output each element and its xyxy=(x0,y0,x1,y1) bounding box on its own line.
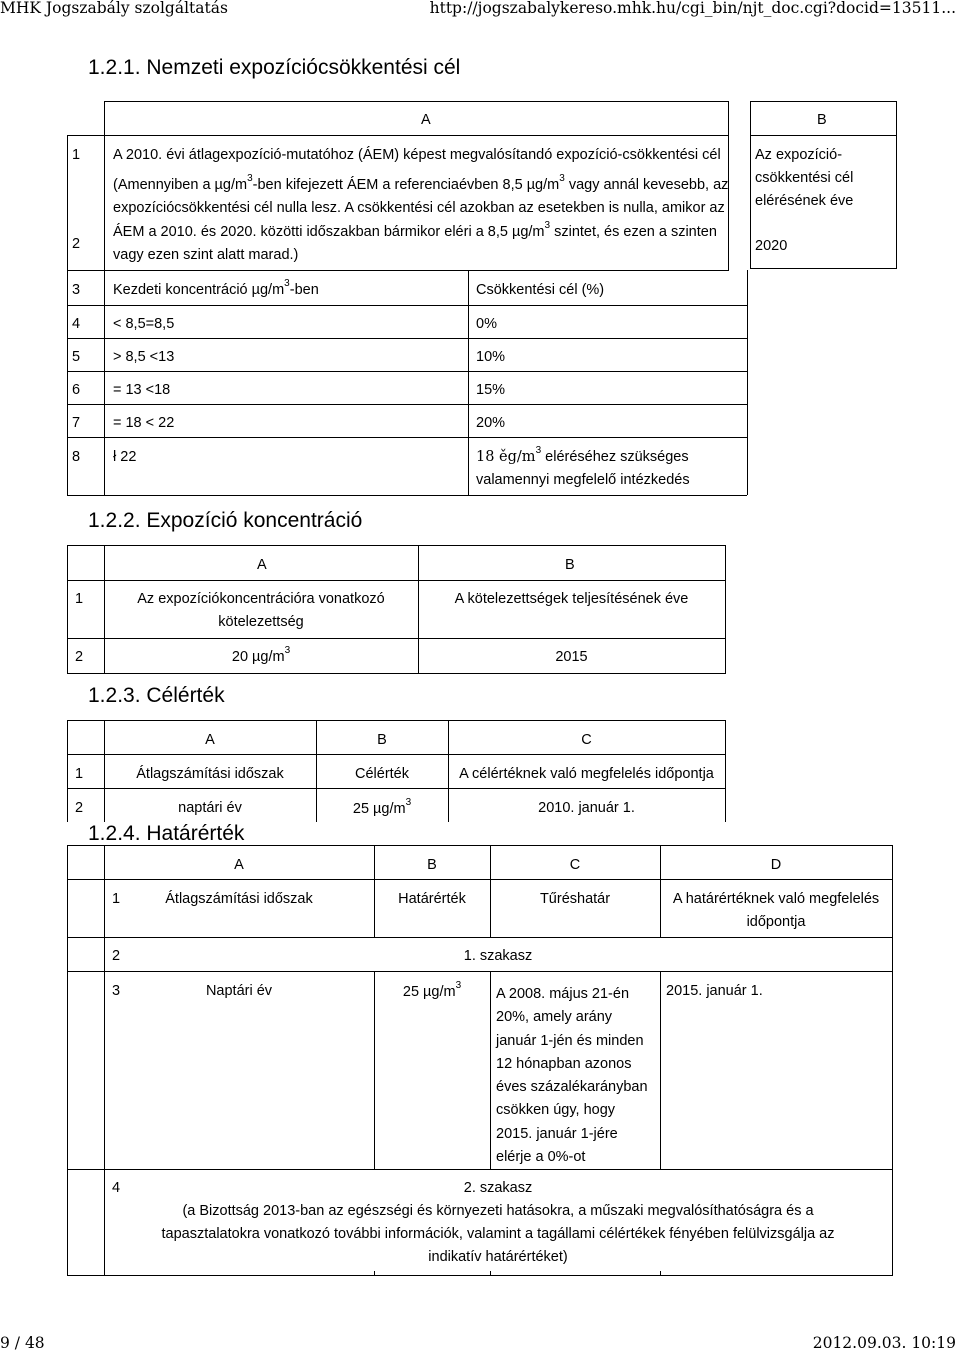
column-b-title-line2: csökkentési cél xyxy=(755,170,854,186)
concentration-range: > 8,5 <13 xyxy=(113,349,175,365)
row-number: 1 xyxy=(72,147,81,163)
averaging-period: naptári év xyxy=(178,800,242,816)
compliance-date-header-line2: időpontja xyxy=(746,914,806,930)
column-header-b: B xyxy=(377,732,387,748)
column-b-title-line3: elérésének éve xyxy=(755,193,854,209)
compliance-date: 2015. január 1. xyxy=(666,983,763,999)
compliance-date-header-line1: A határértéknek való megfelelés xyxy=(672,891,880,907)
row-number: 3 xyxy=(112,983,121,999)
column-header-c: C xyxy=(569,857,581,873)
column-header-b: B xyxy=(817,112,827,128)
reduction-percent: 10% xyxy=(476,349,506,365)
row-2-line1: (Amennyiben a $\mu g/m^3$-ben kifejezett ÁEM a referenciaévben 8,5 $\mu g/m^3$ vagy annál kevesebb, az xyxy=(113,173,729,193)
row-number: 1 xyxy=(112,891,121,907)
row-number: 2 xyxy=(112,948,121,964)
stage-1-label: 1. szakasz xyxy=(463,948,533,964)
section-title-1-2-1: 1.2.1. Nemzeti expozíciócsökkentési cél xyxy=(88,56,461,79)
row-2-line3: ÁEM a 2010. és 2020. közötti időszakban bármikor eléri a 8,5 $\mu g/m^3$ szintet, és ezen a szinten xyxy=(113,220,717,240)
column-header-a: A xyxy=(257,557,267,573)
compliance-date: 2010. január 1. xyxy=(538,800,635,816)
reduction-percent: 0% xyxy=(476,316,497,332)
obligation-header-line1: Az expozíciókoncentrációra vonatkozó xyxy=(137,591,385,607)
row-number: 2 xyxy=(72,236,81,252)
row-number: 6 xyxy=(72,382,81,398)
target-value: 25 $\mu g/m^3$ xyxy=(352,797,412,817)
page-number: 9 / 48 xyxy=(0,1334,45,1352)
row-2-line4: vagy ezen szint alatt marad.) xyxy=(113,247,299,263)
deadline-header: A kötelezettségek teljesítésének éve xyxy=(454,591,689,607)
row-number: 2 xyxy=(75,649,84,665)
row-1-description: A 2010. évi átlagexpozíció-mutatóhoz (ÁEM) képest megvalósítandó expozíció-csökkentési cél xyxy=(113,147,721,163)
concentration-range: = 13 <18 xyxy=(113,382,171,398)
section-title-1-2-3: 1.2.3. Célérték xyxy=(88,684,225,707)
compliance-date-header: A célértéknek való megfelelés időpontja xyxy=(459,766,714,782)
stage-2-note-line3: indikatív határértéket) xyxy=(428,1249,568,1265)
stage-2-note-line1: (a Bizottság 2013-ban az egészségi és környezeti hatásokra, a műszaki megvalósíthatóságra és a xyxy=(182,1203,814,1219)
row-2-line2: expozíciócsökkentési cél nulla lesz. A csökkentési cél azokban az esetekben is nulla, amikor az xyxy=(113,200,725,216)
limit-value: 25 $\mu g/m^3$ xyxy=(402,980,462,1000)
concentration-range: < 8,5=8,5 xyxy=(113,316,175,332)
print-timestamp: 2012.09.03. 10:19 xyxy=(812,1334,956,1352)
column-header-d: D xyxy=(770,857,782,873)
stage-2-note-line2: tapasztalatokra vonatkozó további információk, valamint a tagállami célértékek fényében felülvizsgálja az xyxy=(161,1226,835,1242)
row-number: 4 xyxy=(72,316,81,332)
column-header-b: B xyxy=(565,557,575,573)
target-value-header: Célérték xyxy=(355,766,409,782)
row-number: 2 xyxy=(75,800,84,816)
section-title-1-2-2: 1.2.2. Expozíció koncentráció xyxy=(88,509,363,532)
column-header-b: B xyxy=(427,857,437,873)
limit-value-header: Határérték xyxy=(398,891,466,907)
obligation-value: 20 $\mu g/m^3$ xyxy=(231,645,291,665)
column-header-a: A xyxy=(205,732,215,748)
concentration-range: ł 22 xyxy=(113,449,137,465)
reduction-target-header: Csökkentési cél (%) xyxy=(476,282,605,298)
averaging-period-header: Átlagszámítási időszak xyxy=(136,766,284,782)
section-title-1-2-4: 1.2.4. Határérték xyxy=(88,822,245,845)
tolerance-margin-header: Tűréshatár xyxy=(539,891,611,907)
obligation-header-line2: kötelezettség xyxy=(218,614,304,630)
reduction-measure-line1: 18 $ěg/m^3$ eléréséhez szükséges xyxy=(476,445,689,465)
row-number: 4 xyxy=(112,1180,121,1196)
averaging-period: Naptári év xyxy=(205,983,273,999)
column-header-a: A xyxy=(421,112,431,128)
reduction-percent: 15% xyxy=(476,382,506,398)
stage-2-label: 2. szakasz xyxy=(463,1180,533,1196)
initial-concentration-header: Kezdeti koncentráció $\mu g/m^3$-ben xyxy=(113,278,319,298)
column-header-a: A xyxy=(234,857,244,873)
averaging-period-header: Átlagszámítási időszak xyxy=(165,891,313,907)
concentration-range: = 18 < 22 xyxy=(113,415,175,431)
row-number: 5 xyxy=(72,349,81,365)
target-year: 2020 xyxy=(755,238,788,254)
tolerance-margin-text: A 2008. május 21-én 20%, amely arány január 1-jén és minden 12 hónapban azonos éves százalékarányban csökken úgy, hogy 2015. január 1-jére elérje a 0%-ot xyxy=(496,986,648,1166)
column-header-c: C xyxy=(581,732,592,748)
row-number: 8 xyxy=(72,449,81,465)
deadline-year: 2015 xyxy=(555,649,588,665)
row-number: 1 xyxy=(75,766,84,782)
row-number: 1 xyxy=(75,591,84,607)
reduction-measure-line2: valamennyi megfelelő intézkedés xyxy=(476,472,690,488)
header-left: MHK Jogszabály szolgáltatás xyxy=(0,0,228,17)
column-b-title-line1: Az expozíció- xyxy=(755,147,843,163)
reduction-percent: 20% xyxy=(476,415,506,431)
header-url: http://jogszabalykereso.mhk.hu/cgi_bin/njt_doc.cgi?docid=13511... xyxy=(429,0,956,17)
row-number: 7 xyxy=(72,415,81,431)
row-number: 3 xyxy=(72,282,81,298)
